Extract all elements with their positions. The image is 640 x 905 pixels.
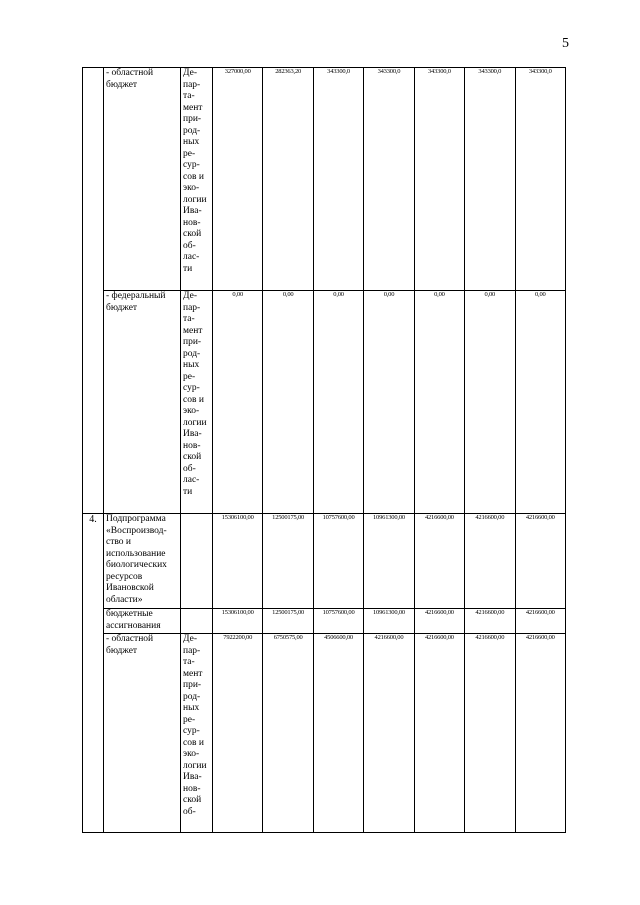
row-name: - областной бюджет: [104, 634, 181, 833]
row-name: Подпрограмма «Воспроизвод-ство и использование биологических ресурсов Ивановской области»: [104, 514, 181, 609]
row-executor: Де- пар- та- мент при- род- ных ре- сур- сов и эко- логии Ива- нов- ской об- лас- ти: [181, 291, 213, 514]
value-cell: 4216600,00: [465, 514, 515, 609]
value-cell: 4216600,00: [364, 634, 414, 833]
row-executor: [181, 514, 213, 609]
value-cell: 0,00: [364, 291, 414, 514]
value-cell: 15306100,00: [213, 609, 263, 634]
value-cell: 282363,20: [263, 68, 313, 291]
value-cell: 343300,0: [515, 68, 565, 291]
value-cell: 4506600,00: [313, 634, 363, 833]
value-cell: 12500175,00: [263, 609, 313, 634]
row-name: бюджетные ассигнования: [104, 609, 181, 634]
value-cell: 10757600,00: [313, 514, 363, 609]
table-row: [83, 634, 566, 833]
value-cell: 4216600,00: [414, 634, 464, 833]
value-cell: 4216600,00: [515, 609, 565, 634]
row-executor: [181, 609, 213, 634]
value-cell: 4216600,00: [465, 634, 515, 833]
value-cell: 10757600,00: [313, 609, 363, 634]
table-row: [83, 68, 566, 291]
value-cell: 4216600,00: [515, 514, 565, 609]
value-cell: 15306100,00: [213, 514, 263, 609]
table-row: [83, 609, 566, 634]
value-cell: 6750575,00: [263, 634, 313, 833]
value-cell: 0,00: [263, 291, 313, 514]
value-cell: 343300,0: [465, 68, 515, 291]
row-number: 4.: [83, 514, 104, 833]
page-number: 5: [562, 36, 569, 51]
value-cell: 343300,0: [364, 68, 414, 291]
value-cell: 343300,0: [414, 68, 464, 291]
value-cell: 7922200,00: [213, 634, 263, 833]
value-cell: 4216600,00: [414, 609, 464, 634]
row-name: - федеральный бюджет: [104, 291, 181, 514]
value-cell: 327000,00: [213, 68, 263, 291]
row-number: [83, 68, 104, 514]
table-row: [83, 291, 566, 514]
value-cell: 0,00: [414, 291, 464, 514]
value-cell: 12500175,00: [263, 514, 313, 609]
table-row: [83, 514, 566, 609]
row-executor: Де- пар- та- мент при- род- ных ре- сур- сов и эко- логии Ива- нов- ской об- лас- ти: [181, 68, 213, 291]
row-name: - областной бюджет: [104, 68, 181, 291]
value-cell: 0,00: [313, 291, 363, 514]
budget-table: [82, 67, 566, 833]
value-cell: 10961300,00: [364, 609, 414, 634]
value-cell: 10961300,00: [364, 514, 414, 609]
value-cell: 0,00: [213, 291, 263, 514]
value-cell: 4216600,00: [515, 634, 565, 833]
value-cell: 0,00: [515, 291, 565, 514]
value-cell: 4216600,00: [465, 609, 515, 634]
value-cell: 0,00: [465, 291, 515, 514]
value-cell: 343300,0: [313, 68, 363, 291]
value-cell: 4216600,00: [414, 514, 464, 609]
row-executor: Де- пар- та- мент при- род- ных ре- сур- сов и эко- логии Ива- нов- ской об-: [181, 634, 213, 833]
